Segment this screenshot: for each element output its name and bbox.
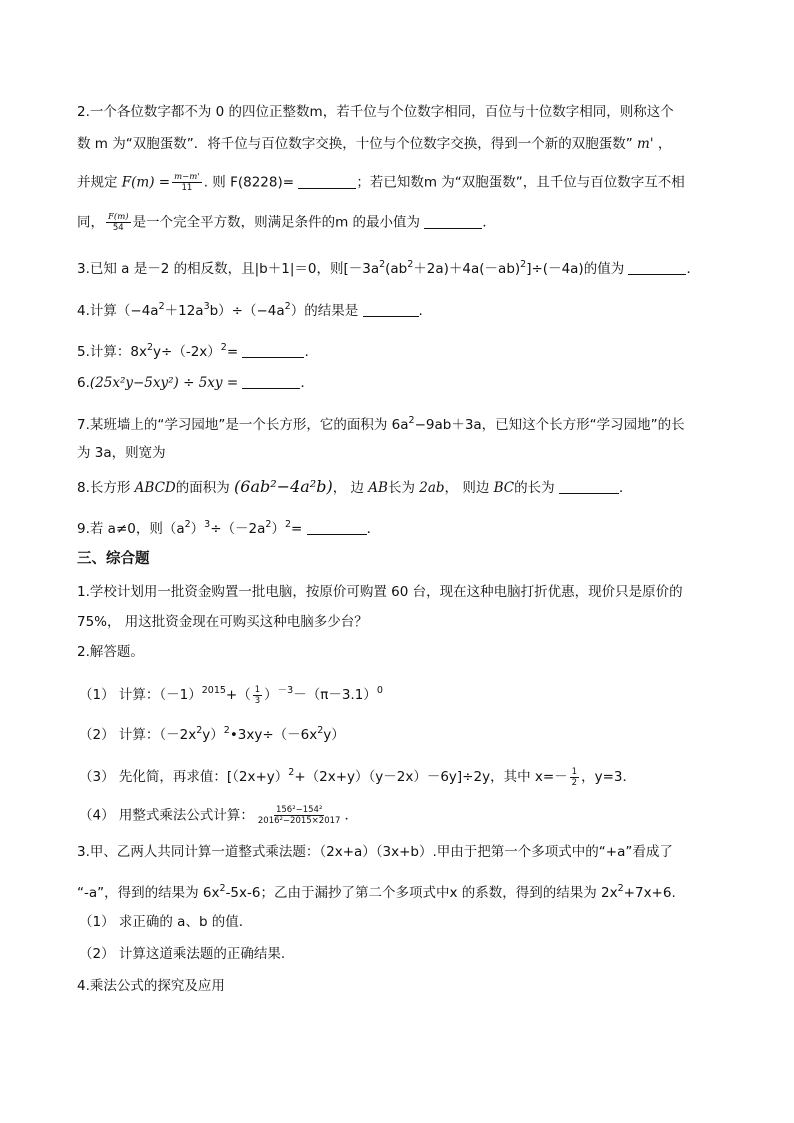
question-text: ；若已知数m 为“双胞蛋数”，且千位与百位数字互不相 <box>356 174 685 191</box>
question-text: y） <box>202 727 224 743</box>
subquestion-2-1 <box>79 681 383 706</box>
subquestion-2-4 <box>79 805 358 826</box>
math-expression: F(m) = <box>121 174 171 191</box>
question-text: 75%， 用这批资金现在可购买这种电脑多少台？ <box>77 614 368 630</box>
question-text: 5.计算：8x <box>77 344 147 360</box>
question-text: －（π－3.1） <box>293 687 377 703</box>
exponent: 2015 <box>201 685 226 696</box>
exponent: 2 <box>520 259 527 270</box>
exponent: 2 <box>407 259 414 270</box>
answer-blank[interactable] <box>559 479 619 494</box>
comprehensive-question-2-title <box>77 642 144 662</box>
question-text: （1） 求正确的 a、b 的值. <box>79 914 244 930</box>
answer-blank[interactable] <box>363 302 419 317</box>
question-text: ． <box>366 521 381 537</box>
comprehensive-question-1-line-2 <box>77 612 368 632</box>
question-text: ，y=3． <box>581 769 636 785</box>
answer-blank[interactable] <box>298 174 356 189</box>
question-text: y÷（-2x） <box>153 344 221 360</box>
comprehensive-question-1-line-1 <box>77 582 683 602</box>
section-heading: 三、综合题 <box>77 551 150 567</box>
exponent: 2 <box>219 883 226 894</box>
question-7-line-1 <box>77 411 685 435</box>
question-text: ， <box>653 136 672 152</box>
exponent: 2 <box>146 342 154 353</box>
question-text: 4.计算（−4a <box>77 303 159 319</box>
exponent: 2 <box>379 259 386 270</box>
question-text: “-a”，得到的结果为 6x <box>77 885 220 901</box>
question-text: 数 m 为“双胞蛋数”．将千位与百位数字交换，十位与个位数字交换，得到一个新的双胞蛋数” <box>77 136 638 152</box>
question-text: ） <box>190 521 205 537</box>
question-text: ． <box>344 807 358 824</box>
fraction-denominator: 11 <box>181 183 193 193</box>
subquestion-3-2 <box>79 944 285 964</box>
subquestion-2-2 <box>79 721 345 745</box>
exponent: 2 <box>223 725 230 736</box>
question-text: . 则 F(8228)= <box>203 174 299 191</box>
question-text: 为 3a，则宽为 <box>77 445 166 461</box>
question-text: . <box>418 303 423 319</box>
question-text: +7x+6. <box>623 885 676 901</box>
exponent: 2 <box>317 725 324 736</box>
math-expression: AB <box>368 480 388 496</box>
question-text: （3） 先化简，再求值：[（2x+y） <box>79 769 289 785</box>
question-text: ． <box>300 375 314 391</box>
exponent: 2 <box>158 301 165 312</box>
question-text: （1） 计算：（－1） <box>79 687 202 703</box>
question-text: ]÷(－4a)的值为 <box>526 261 629 277</box>
exponent: －3 <box>277 685 294 696</box>
subquestion-2-3 <box>79 763 636 788</box>
math-expression: m' <box>637 136 654 152</box>
exponent: 0 <box>376 685 383 696</box>
question-text: ． <box>482 214 496 231</box>
answer-blank[interactable] <box>242 343 304 358</box>
question-2-line-3 <box>77 172 685 193</box>
question-text: y） <box>323 727 345 743</box>
question-text: 2.解答题。 <box>77 644 144 660</box>
exponent: 2 <box>196 725 203 736</box>
exponent: 2 <box>284 519 291 530</box>
comprehensive-question-3-line-2 <box>77 879 676 903</box>
question-7-line-2 <box>77 443 166 463</box>
question-text: ． <box>686 261 700 277</box>
question-text: •3xy÷（－6x <box>229 727 318 743</box>
question-text: 6. <box>77 375 90 391</box>
answer-blank[interactable] <box>628 260 686 275</box>
answer-blank[interactable] <box>424 214 482 229</box>
exponent: 2 <box>265 519 272 530</box>
exponent: 2 <box>184 519 191 530</box>
question-text: . <box>304 344 309 360</box>
question-text: 的长为 <box>514 480 559 496</box>
fraction-numerator: m−m' <box>174 172 200 182</box>
question-text: ＋2a)＋4a(－ab) <box>413 261 521 277</box>
exponent: 2 <box>284 301 291 312</box>
question-text: (ab <box>385 261 408 277</box>
math-expression: BC <box>493 480 515 496</box>
question-text: 的面积为 <box>175 480 235 496</box>
fraction <box>106 212 131 233</box>
question-2-line-4 <box>77 212 496 233</box>
math-expression: ABCD <box>134 480 176 496</box>
math-expression: (6ab²−4a²b) <box>234 477 333 496</box>
question-5 <box>77 338 309 362</box>
question-text: ， 边 <box>332 480 369 496</box>
question-text: +（2x+y）（y－2x）－6y]÷2y，其中 x=－ <box>294 769 568 785</box>
question-text: 7.某班墙上的“学习园地”是一个长方形，它的面积为 6a <box>77 417 409 433</box>
fraction-numerator: 1 <box>571 766 578 777</box>
fraction-denominator: 2016²−2015×2017 <box>257 816 341 826</box>
fraction-numerator: 156²−154² <box>275 805 323 815</box>
question-text: （2） 计算：（－2x <box>79 727 197 743</box>
question-9 <box>77 515 380 539</box>
question-text: （2） 计算这道乘法题的正确结果. <box>79 946 286 962</box>
question-6 <box>77 373 314 393</box>
question-text: = <box>226 344 243 360</box>
question-text: ． <box>618 480 633 496</box>
fraction-denominator: 3 <box>254 695 261 706</box>
question-text: +（ <box>225 687 251 703</box>
fraction-numerator: F(m) <box>108 212 129 222</box>
question-text: ） <box>264 687 278 703</box>
fraction <box>256 805 343 826</box>
answer-blank[interactable] <box>242 374 300 389</box>
question-text: 长为 <box>387 480 420 496</box>
exponent: 2 <box>288 767 295 778</box>
question-text: ＋12a <box>164 303 204 319</box>
fraction <box>253 685 262 706</box>
question-text: ）的结果是 <box>290 303 363 319</box>
question-2-line-2 <box>77 134 671 154</box>
question-text: 3.已知 a 是－2 的相反数，且|b＋1|＝0，则[－3a <box>77 261 380 277</box>
answer-blank[interactable] <box>307 520 367 535</box>
question-text: 是一个完全平方数，则满足条件的m 的最小值为 <box>132 214 425 231</box>
question-text: = <box>291 521 307 537</box>
exponent: 2 <box>617 883 624 894</box>
question-text: 并规定 <box>77 174 122 191</box>
question-text: 9.若 a≠0，则（a <box>77 521 185 537</box>
question-text: 3.甲、乙两人共同计算一道整式乘法题：（2x+a）（3x+b）.甲由于把第一个多项式中的“+a”看成了 <box>77 844 673 860</box>
question-text: 同， <box>77 214 104 231</box>
question-text: b）÷（−4a <box>209 303 285 319</box>
question-text: ） <box>271 521 285 537</box>
fraction-numerator: 1 <box>254 684 261 695</box>
comprehensive-question-3-line-1 <box>77 842 673 862</box>
exponent: 3 <box>203 301 210 312</box>
math-expression: (25x²y−5xy²) ÷ 5xy = <box>89 375 239 391</box>
question-text: ÷（－2a <box>210 521 266 537</box>
question-text: ， 则边 <box>444 480 494 496</box>
question-text: 8.长方形 <box>77 480 135 496</box>
question-4 <box>77 297 423 321</box>
comprehensive-question-4-title <box>77 976 225 996</box>
exponent: 2 <box>408 415 415 426</box>
fraction-denominator: 54 <box>112 223 124 233</box>
question-text: -5x-6；乙由于漏抄了第二个多项式中x 的系数，得到的结果为 2x <box>225 885 618 901</box>
question-8 <box>77 477 632 498</box>
question-text: 1.学校计划用一批资金购置一批电脑，按原价可购置 60 台，现在这种电脑打折优惠，现价只是原价的 <box>77 584 683 600</box>
question-text: −9ab＋3a，已知这个长方形“学习园地”的长 <box>414 417 685 433</box>
exponent: 2 <box>220 342 227 353</box>
question-2-line-1 <box>77 102 674 122</box>
fraction-denominator: 2 <box>571 777 578 788</box>
exponent: 3 <box>204 519 211 530</box>
fraction <box>570 767 579 788</box>
question-text: 4.乘法公式的探究及应用 <box>77 978 225 994</box>
question-text: （4） 用整式乘法公式计算： <box>79 807 254 824</box>
math-expression: 2ab <box>419 480 445 496</box>
subquestion-3-1 <box>79 912 243 932</box>
question-text: 2.一个各位数字都不为 0 的四位正整数m，若千位与个位数字相同，百位与十位数字相同，则称这个 <box>77 104 674 120</box>
question-3 <box>77 255 700 279</box>
fraction <box>172 172 202 193</box>
